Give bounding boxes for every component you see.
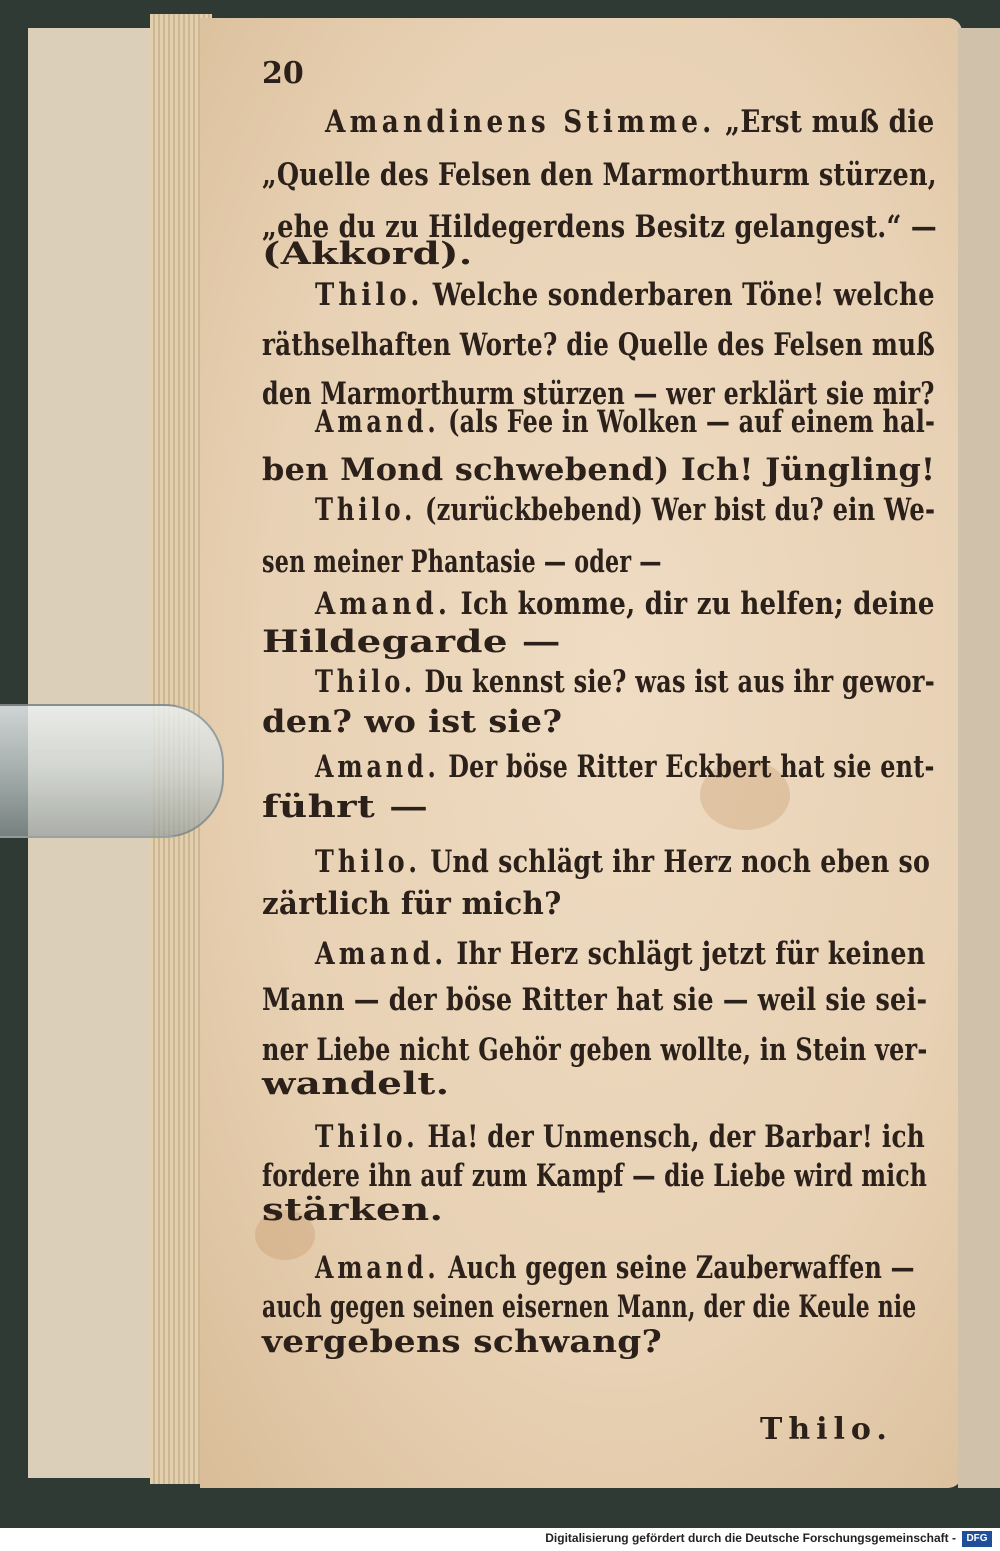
text-line xyxy=(325,104,935,140)
line-text: stärken. xyxy=(262,1192,444,1228)
page-number: 20 xyxy=(262,56,304,91)
text-line xyxy=(262,886,562,922)
line-text: Und schlägt ihr Herz noch eben so xyxy=(430,844,931,880)
line-text: Mann — der böse Ritter hat sie — weil sie sei- xyxy=(262,982,928,1018)
text-line xyxy=(262,1158,927,1194)
right-cover-board xyxy=(958,28,1000,1488)
speaker-name: Amand. xyxy=(315,749,440,785)
line-text: den? wo ist sie? xyxy=(262,704,563,740)
line-text: (zurückbebend) Wer bist du? ein We- xyxy=(424,492,936,528)
text-line xyxy=(262,982,927,1018)
text-line xyxy=(315,936,925,972)
line-text: Ha! der Unmensch, der Barbar! ich xyxy=(427,1119,925,1155)
speaker-name: Thilo. xyxy=(315,277,424,313)
text-line xyxy=(315,1250,915,1286)
text-line xyxy=(262,624,561,660)
line-text: Ich komme, dir zu helfen; deine xyxy=(460,586,935,622)
text-line xyxy=(262,1324,662,1360)
speaker-name: Amand. xyxy=(315,404,440,440)
line-text: Ihr Herz schlägt jetzt für keinen xyxy=(456,936,926,972)
text-line xyxy=(262,1032,928,1068)
text-line xyxy=(262,452,935,488)
page-holder-clip xyxy=(0,704,224,838)
line-text: fordere ihn auf zum Kampf — die Liebe wird mich xyxy=(262,1158,928,1194)
text-line xyxy=(315,277,935,313)
speaker-name: Amand. xyxy=(315,1250,440,1286)
speaker-name: Amand. xyxy=(315,586,452,622)
text-line xyxy=(315,492,935,528)
line-text: Hildegarde — xyxy=(262,624,561,660)
catchword: Thilo. xyxy=(760,1412,893,1447)
line-text: räthselhaften Worte? die Quelle des Felsen muß xyxy=(262,327,936,363)
text-line xyxy=(262,789,428,825)
speaker-name: Thilo. xyxy=(315,1119,419,1155)
text-line xyxy=(315,586,935,622)
line-text: „Quelle des Felsen den Marmorthurm stürzen, xyxy=(262,157,937,193)
line-text: Auch gegen seine Zauberwaffen — xyxy=(448,1250,915,1286)
line-text: Welche sonderbaren Töne! welche xyxy=(432,277,935,313)
line-text: vergebens schwang? xyxy=(262,1324,663,1360)
speaker-name: Amand. xyxy=(315,936,448,972)
line-text: wandelt. xyxy=(262,1066,450,1102)
text-line xyxy=(262,1289,916,1325)
text-line xyxy=(315,749,935,785)
footer-bar xyxy=(0,1528,1000,1551)
text-line xyxy=(262,236,473,272)
line-text: auch gegen seinen eisernen Mann, der die Keule nie xyxy=(262,1289,917,1325)
text-line xyxy=(315,1119,925,1155)
text-line xyxy=(315,844,930,880)
line-text: Der böse Ritter Eckbert hat sie ent- xyxy=(448,749,935,785)
text-line xyxy=(315,404,935,440)
line-text: führt — xyxy=(262,789,429,825)
speaker-name: Thilo. xyxy=(315,844,422,880)
text-line xyxy=(262,327,935,363)
line-text: zärtlich für mich? xyxy=(262,886,562,922)
speaker-name: Thilo. xyxy=(315,492,417,528)
funding-notice: Digitalisierung gefördert durch die Deutsche Forschungsgemeinschaft - xyxy=(545,1531,956,1545)
line-text: (als Fee in Wolken — auf einem hal- xyxy=(448,404,936,440)
line-text: den Marmorthurm stürzen — wer erklärt sie mir? xyxy=(262,376,935,412)
text-line xyxy=(262,704,562,740)
text-line xyxy=(262,544,662,580)
line-text: sen meiner Phantasie — oder — xyxy=(262,544,662,580)
line-text: ben Mond schwebend) Ich! Jüngling! xyxy=(262,452,936,488)
line-text: „ehe du zu Hildegerdens Besitz gelangest.“ — xyxy=(262,209,937,245)
text-line xyxy=(262,1192,443,1228)
speaker-name: Thilo. xyxy=(315,664,416,700)
line-text: Du kennst sie? was ist aus ihr gewor- xyxy=(424,664,935,700)
text-line xyxy=(315,664,935,700)
text-line xyxy=(262,157,937,193)
dfg-logo-icon: DFG xyxy=(962,1531,992,1547)
text-line xyxy=(262,1066,450,1102)
line-text: (Akkord). xyxy=(262,236,473,272)
speaker-name: Amandinens Stimme. xyxy=(325,104,716,140)
line-text: „Erst muß die xyxy=(724,104,935,140)
line-text: ner Liebe nicht Gehör geben wollte, in Stein ver- xyxy=(262,1032,928,1068)
